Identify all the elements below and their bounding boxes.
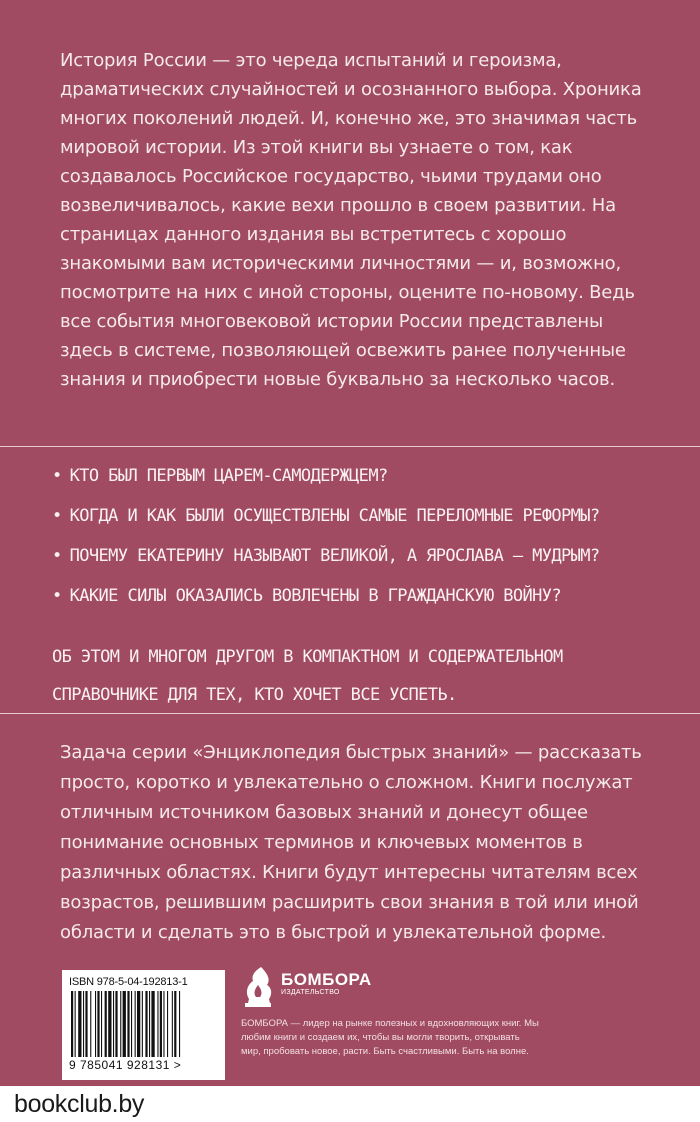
barcode-icon (69, 991, 218, 1057)
publisher-brand (281, 971, 372, 996)
question-text: КОГДА И КАК БЫЛИ ОСУЩЕСТВЛЕНЫ САМЫЕ ПЕРЕЛОМНЫЕ РЕФОРМЫ? (69, 506, 600, 526)
bullet-icon: • (52, 506, 62, 526)
summary-paragraph: ОБ ЭТОМ И МНОГОМ ДРУГОМ В КОМПАКТНОМ И СОДЕРЖАТЕЛЬНОМ СПРАВОЧНИКЕ ДЛЯ ТЕХ, КТО ХОЧЕТ ВСЕ УСПЕТЬ. (52, 647, 563, 705)
question-item (52, 546, 662, 586)
publisher-block (241, 965, 551, 1059)
publisher-name: БОМБОРА (281, 970, 372, 989)
isbn-label: ISBN 978-5-04-192813-1 (69, 976, 188, 988)
barcode-digits: 9 785041 928131 > (69, 1058, 182, 1072)
question-text: КАКИЕ СИЛЫ ОКАЗАЛИСЬ ВОВЛЕЧЕНЫ В ГРАЖДАНСКУЮ ВОЙНУ? (69, 586, 562, 606)
publisher-logo-row (241, 965, 551, 1009)
publisher-description: БОМБОРА — лидер на рынке полезных и вдохновляющих книг. Мы любим книги и создаем их, чтобы вы могли творить, открывать мир, пробовать новое, расти. Быть счастливыми. Быть на волне. (241, 1018, 539, 1057)
divider-top (0, 446, 700, 447)
question-text: ПОЧЕМУ ЕКАТЕРИНУ НАЗЫВАЮТ ВЕЛИКОЙ, А ЯРОСЛАВА – МУДРЫМ? (69, 546, 600, 566)
bullet-icon: • (52, 586, 62, 606)
question-item (52, 466, 662, 506)
bullet-icon: • (52, 546, 62, 566)
question-list (52, 466, 662, 626)
question-item (52, 506, 662, 546)
watermark: bookclub.by (14, 1090, 145, 1118)
bullet-icon: • (52, 466, 62, 486)
divider-bottom (0, 713, 700, 714)
barcode-panel (62, 970, 225, 1080)
series-paragraph: Задача серии «Энциклопедия быстрых знаний» — рассказать просто, коротко и увлекательно о сложном. Книги послужат отличным источником базовых знаний и донесут общее понимание основных терминов и ключевых моментов в различных областях. Книги будут интересны читателям всех возрастов, решившим расширить свои знания в той или иной области и сделать это в быстрой и увлекательной форме. (60, 742, 642, 943)
intro-paragraph: История России — это череда испытаний и героизма, драматических случайностей и осознанного выбора. Хроника многих поколений людей. И, конечно же, это значимая часть мировой истории. Из этой книги вы узнаете о том, как создавалось Российское государство, чьими трудами оно возвеличивалось, какие вехи прошло в своем развитии. На страницах данного издания вы встретитесь с хорошо знакомыми вам историческими личностями — и, возможно, посмотрите на них с иной стороны, оцените по-новому. Ведь все события многовековой истории России представлены здесь в системе, позволяющей освежить ранее полученные знания и приобрести новые буквально за несколько часов. (60, 50, 642, 390)
publisher-subtitle: ИЗДАТЕЛЬСТВО (281, 989, 340, 996)
question-text: КТО БЫЛ ПЕРВЫМ ЦАРЕМ-САМОДЕРЖЦЕМ? (69, 466, 388, 486)
question-item (52, 586, 662, 626)
bombora-flame-logo-icon (241, 965, 275, 1009)
